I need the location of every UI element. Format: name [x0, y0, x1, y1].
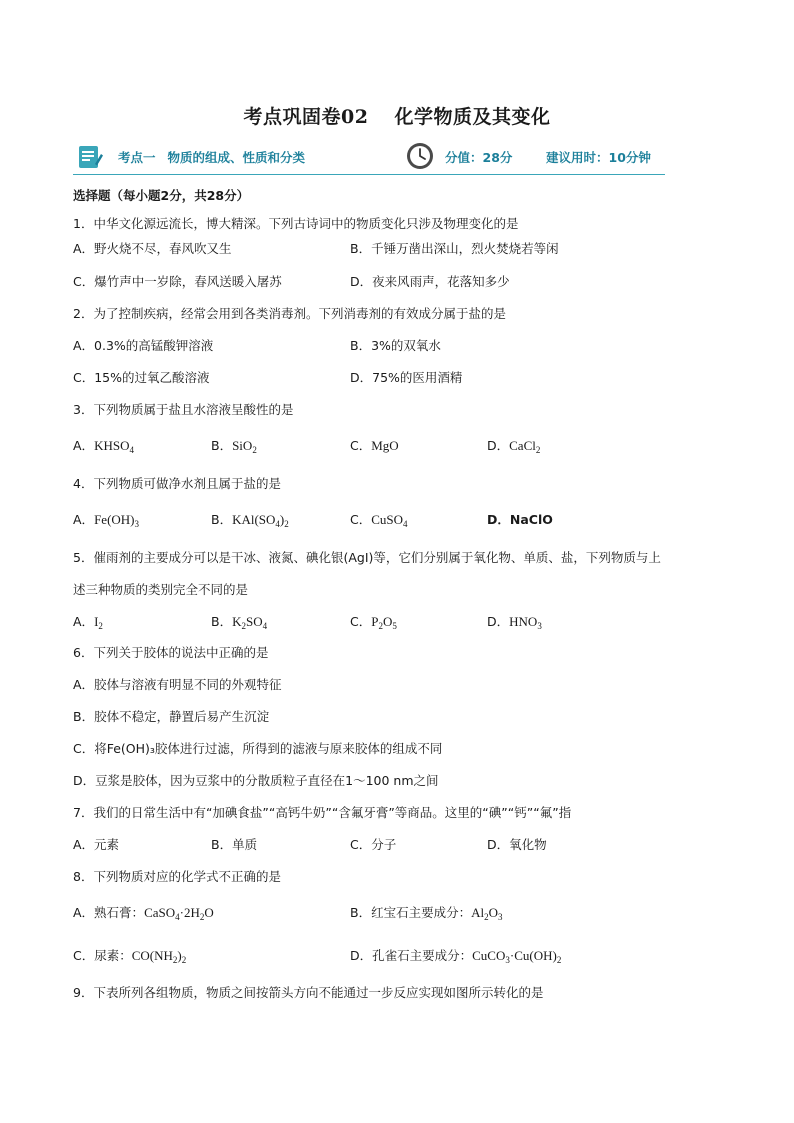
option-letter: C．: [350, 438, 372, 453]
question-stem: 4．下列物质可做净水剂且属于盐的是: [73, 476, 281, 491]
option: [211, 510, 289, 528]
option: [73, 510, 139, 528]
formula: $KHSO_4$: [94, 438, 134, 455]
question-stem: 5．催雨剂的主要成分可以是干冰、液氮、碘化银(AgI)等，它们分别属于氧化物、单质、盐，下列物质与上: [73, 550, 661, 565]
option-letter: A．: [73, 438, 95, 453]
option-letter: D．: [487, 614, 510, 629]
formula: CuSO$_4$: [371, 512, 408, 529]
option: C．爆竹声中一岁除，春风送暖入屠苏: [73, 274, 282, 289]
formula: SiO$_2$: [232, 438, 257, 455]
option: A．胶体与溶液有明显不同的外观特征: [73, 677, 282, 692]
option: D．75%的医用酒精: [350, 370, 463, 385]
option: C．15%的过氧乙酸溶液: [73, 370, 210, 385]
option-text: B．红宝石主要成分：: [350, 905, 472, 920]
option-letter: B．: [211, 512, 233, 527]
section-name: 物质的组成、性质和分类: [167, 150, 306, 165]
option-letter: B．: [211, 438, 233, 453]
score-label: 分值：28分: [445, 150, 513, 165]
option: A．0.3%的高锰酸钾溶液: [73, 338, 214, 353]
option: [211, 612, 267, 630]
option-text: C．尿素：: [73, 948, 132, 963]
option: B．3%的双氧水: [350, 338, 441, 353]
option: [350, 612, 397, 630]
formula: $I_2$: [94, 614, 103, 631]
option: D．NaClO: [487, 512, 553, 527]
option: B．单质: [211, 837, 258, 852]
formula: CaCl$_2$: [509, 438, 541, 455]
option-letter: C．: [350, 512, 372, 527]
option: [73, 436, 134, 454]
section-number: 考点一: [118, 150, 156, 165]
question-stem: 9．下表所列各组物质，物质之间按箭头方向不能通过一步反应实现如图所示转化的是: [73, 985, 544, 1000]
option: [73, 612, 103, 630]
option-letter: D．: [487, 438, 510, 453]
question-stem: 1．中华文化源远流长，博大精深。下列古诗词中的物质变化只涉及物理变化的是: [73, 216, 519, 231]
clock-icon: [405, 141, 435, 171]
option: D．氧化物: [487, 837, 547, 852]
option: [211, 436, 257, 454]
option: [350, 510, 408, 528]
page-title: [0, 102, 794, 129]
option: [73, 903, 214, 921]
formula: $Al_2O_3$: [471, 905, 503, 922]
option: [350, 436, 399, 454]
note-icon: [77, 142, 103, 170]
formula: $HNO_3$: [509, 614, 542, 631]
formula: $KAl(SO_4)_2$: [232, 512, 289, 529]
question-stem-continued: 述三种物质的类别完全不同的是: [73, 582, 249, 597]
question-stem: 7．我们的日常生活中有“加碘食盐”“高钙牛奶”“含氟牙膏”等商品。这里的“碘”“钙”“氟”指: [73, 805, 572, 820]
option-letter: B．: [211, 614, 233, 629]
section-header-bar: [73, 140, 665, 175]
formula: $CuCO_3\cdot Cu(OH)_2$: [472, 948, 562, 965]
option: D．夜来风雨声，花落知多少: [350, 274, 510, 289]
formula: $CaSO_4\cdot 2H_2O$: [144, 905, 214, 922]
question-stem: 2．为了控制疾病，经常会用到各类消毒剂。下列消毒剂的有效成分属于盐的是: [73, 306, 506, 321]
option-letter: A．: [73, 614, 95, 629]
option: [487, 436, 540, 454]
option-text: A．熟石膏：: [73, 905, 145, 920]
title-part1: 考点巩固卷02: [243, 106, 369, 128]
formula: $CO(NH_2)_2$: [131, 948, 187, 965]
title-part2: 化学物质及其变化: [394, 106, 551, 128]
question-stem: 3．下列物质属于盐且水溶液呈酸性的是: [73, 402, 294, 417]
formula: $Fe(OH)_3$: [94, 512, 139, 529]
option: C．分子: [350, 837, 397, 852]
time-label: 建议用时：10分钟: [546, 150, 651, 165]
option-text: D．孔雀石主要成分：: [350, 948, 473, 963]
formula: $P_2O_5$: [371, 614, 397, 631]
formula: $K_2SO_4$: [232, 614, 268, 631]
option-letter: A．: [73, 512, 95, 527]
section-label: [118, 148, 305, 166]
option: D．豆浆是胶体，因为豆浆中的分散质粒子直径在1～100 nm之间: [73, 773, 439, 788]
section-heading: 选择题（每小题2分，共28分）: [73, 188, 250, 203]
question-stem: 8．下列物质对应的化学式不正确的是: [73, 869, 281, 884]
question-stem: 6．下列关于胶体的说法中正确的是: [73, 645, 269, 660]
option: [487, 612, 542, 630]
option: A．野火烧不尽，春风吹又生: [73, 241, 232, 256]
option: C．将Fe(OH)₃胶体进行过滤，所得到的滤液与原来胶体的组成不同: [73, 741, 443, 756]
option-letter: C．: [350, 614, 372, 629]
option: B．千锤万凿出深山，烈火焚烧若等闲: [350, 241, 559, 256]
option: [350, 903, 502, 921]
formula: MgO: [371, 438, 399, 453]
option: B．胶体不稳定，静置后易产生沉淀: [73, 709, 270, 724]
option: [73, 946, 186, 964]
option: [350, 946, 561, 964]
option: A．元素: [73, 837, 120, 852]
